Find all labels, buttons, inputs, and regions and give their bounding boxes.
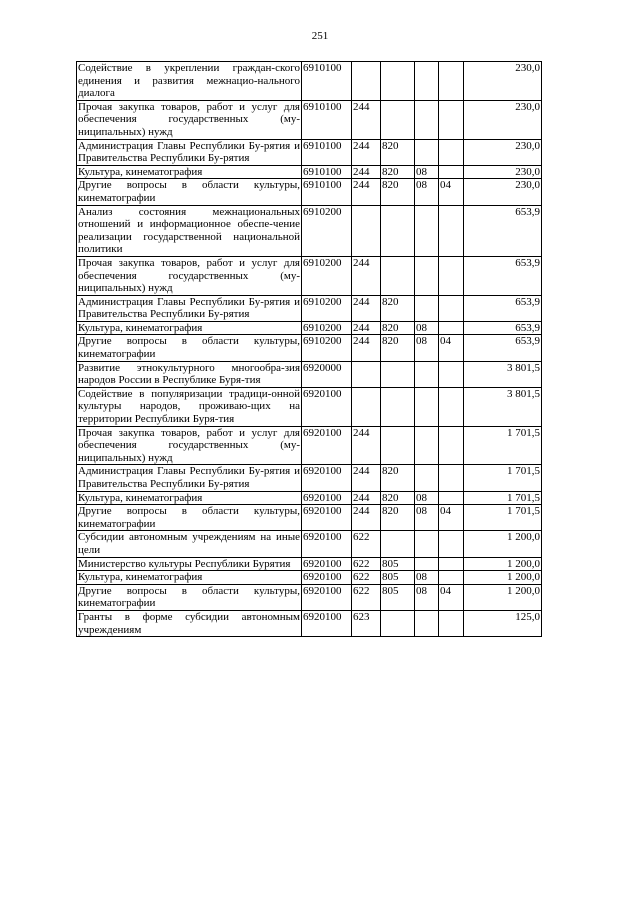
cell-amount: 1 701,5: [464, 426, 542, 465]
cell-subsection-code: [439, 531, 464, 557]
cell-expense-type-code: 244: [352, 426, 381, 465]
table-row: [77, 584, 542, 610]
table-row: [77, 426, 542, 465]
cell-expense-type-code: 244: [352, 295, 381, 321]
cell-amount: 230,0: [464, 179, 542, 205]
table-row: [77, 165, 542, 179]
cell-section-code: 08: [415, 321, 439, 335]
cell-subsection-code: [439, 139, 464, 165]
cell-subsection-code: 04: [439, 335, 464, 361]
cell-subsection-code: [439, 610, 464, 636]
cell-expense-type-code: 244: [352, 165, 381, 179]
cell-target-article-code: 6920100: [302, 465, 352, 491]
cell-expense-type-code: 244: [352, 179, 381, 205]
cell-subsection-code: [439, 256, 464, 295]
cell-expense-type-code: 244: [352, 465, 381, 491]
cell-amount: 230,0: [464, 165, 542, 179]
cell-amount: 230,0: [464, 100, 542, 139]
table-row: [77, 205, 542, 256]
cell-target-article-code: 6910100: [302, 139, 352, 165]
cell-budget-manager-code: 820: [381, 179, 415, 205]
table-row: [77, 610, 542, 636]
cell-target-article-code: 6920100: [302, 426, 352, 465]
cell-subsection-code: [439, 426, 464, 465]
cell-subsection-code: 04: [439, 584, 464, 610]
cell-expense-type-code: 622: [352, 584, 381, 610]
page-number: 251: [311, 30, 329, 42]
cell-section-code: [415, 205, 439, 256]
cell-target-article-code: 6910200: [302, 205, 352, 256]
cell-section-code: [415, 100, 439, 139]
cell-budget-manager-code: [381, 387, 415, 426]
cell-budget-manager-code: [381, 610, 415, 636]
cell-expense-type-code: 623: [352, 610, 381, 636]
cell-target-article-code: 6910200: [302, 321, 352, 335]
table-row: [77, 256, 542, 295]
cell-subsection-code: [439, 100, 464, 139]
cell-amount: 1 701,5: [464, 505, 542, 531]
cell-expense-type-code: 622: [352, 557, 381, 571]
cell-target-article-code: 6910200: [302, 335, 352, 361]
cell-section-code: [415, 557, 439, 571]
cell-row-name: Анализ состояния межнациональных отношений и информационное обеспе-чение реализации государственной национальной политики: [78, 205, 300, 256]
cell-amount: 230,0: [464, 62, 542, 101]
cell-section-code: 08: [415, 571, 439, 585]
cell-row-name: Другие вопросы в области культуры, кинематографии: [78, 584, 300, 610]
table-row: [77, 571, 542, 585]
cell-amount: 1 701,5: [464, 465, 542, 491]
cell-row-name: Прочая закупка товаров, работ и услуг для обеспечения государственных (му-ниципальных) нужд: [78, 256, 300, 295]
cell-section-code: 08: [415, 165, 439, 179]
cell-amount: 1 701,5: [464, 491, 542, 505]
cell-target-article-code: 6910200: [302, 256, 352, 295]
cell-budget-manager-code: 820: [381, 321, 415, 335]
cell-row-name: Администрация Главы Республики Бу-рятия и Правительства Республики Бу-рятия: [78, 295, 300, 321]
budget-table: [76, 61, 542, 637]
cell-budget-manager-code: 820: [381, 335, 415, 361]
cell-section-code: [415, 295, 439, 321]
cell-section-code: [415, 361, 439, 387]
cell-amount: 653,9: [464, 335, 542, 361]
cell-expense-type-code: 622: [352, 531, 381, 557]
table-row: [77, 387, 542, 426]
cell-expense-type-code: 244: [352, 100, 381, 139]
cell-section-code: [415, 139, 439, 165]
table-row: [77, 557, 542, 571]
cell-row-name: Развитие этнокультурного многообра-зия народов России в Республике Буря-тия: [78, 361, 300, 387]
cell-budget-manager-code: [381, 361, 415, 387]
cell-section-code: [415, 256, 439, 295]
cell-row-name: Культура, кинематография: [77, 571, 302, 585]
cell-subsection-code: [439, 387, 464, 426]
cell-expense-type-code: 244: [352, 505, 381, 531]
cell-section-code: 08: [415, 491, 439, 505]
table-row: [77, 62, 542, 101]
cell-target-article-code: 6920100: [302, 505, 352, 531]
cell-row-name: Прочая закупка товаров, работ и услуг для обеспечения государственных (му-ниципальных) нужд: [78, 100, 300, 138]
table-row: [77, 491, 542, 505]
cell-amount: 1 200,0: [464, 584, 542, 610]
cell-target-article-code: 6920100: [302, 491, 352, 505]
cell-subsection-code: [439, 361, 464, 387]
cell-amount: 3 801,5: [464, 387, 542, 426]
budget-table-body: [77, 62, 542, 637]
cell-expense-type-code: 244: [352, 335, 381, 361]
cell-row-name: Другие вопросы в области культуры, кинематографии: [78, 505, 300, 530]
cell-expense-type-code: 244: [352, 139, 381, 165]
cell-section-code: [415, 610, 439, 636]
cell-amount: 1 200,0: [464, 531, 542, 557]
cell-budget-manager-code: 820: [381, 465, 415, 491]
cell-section-code: 08: [415, 179, 439, 205]
cell-section-code: [415, 62, 439, 101]
cell-expense-type-code: [352, 205, 381, 256]
table-row: [77, 100, 542, 139]
cell-subsection-code: [439, 205, 464, 256]
cell-target-article-code: 6920100: [302, 531, 352, 557]
cell-row-name: Администрация Главы Республики Бу-рятия и Правительства Республики Бу-рятия: [78, 139, 300, 165]
cell-row-name: Содействие в укреплении граждан-ского единения и развития межнацио-нального диалога: [78, 62, 300, 100]
cell-amount: 653,9: [464, 256, 542, 295]
table-row: [77, 531, 542, 557]
table-row: [77, 361, 542, 387]
cell-budget-manager-code: [381, 205, 415, 256]
cell-subsection-code: 04: [439, 179, 464, 205]
cell-section-code: 08: [415, 584, 439, 610]
cell-expense-type-code: [352, 387, 381, 426]
cell-target-article-code: 6910100: [302, 179, 352, 205]
cell-amount: 230,0: [464, 139, 542, 165]
cell-row-name: Прочая закупка товаров, работ и услуг для обеспечения государственных (му-ниципальных) нужд: [78, 426, 300, 464]
cell-subsection-code: [439, 465, 464, 491]
cell-target-article-code: 6920100: [302, 557, 352, 571]
cell-target-article-code: 6910100: [302, 62, 352, 101]
cell-budget-manager-code: 820: [381, 165, 415, 179]
cell-row-name: Субсидии автономным учреждениям на иные цели: [78, 531, 300, 556]
cell-expense-type-code: 244: [352, 256, 381, 295]
cell-budget-manager-code: 820: [381, 505, 415, 531]
cell-row-name: Министерство культуры Республики Бурятия: [77, 557, 302, 571]
cell-amount: 653,9: [464, 205, 542, 256]
cell-row-name: Культура, кинематография: [77, 321, 302, 335]
table-row: [77, 465, 542, 491]
cell-target-article-code: 6910200: [302, 295, 352, 321]
cell-row-name: Другие вопросы в области культуры, кинематографии: [78, 335, 300, 361]
cell-budget-manager-code: [381, 426, 415, 465]
cell-section-code: 08: [415, 505, 439, 531]
cell-subsection-code: [439, 295, 464, 321]
cell-expense-type-code: 244: [352, 321, 381, 335]
cell-amount: 653,9: [464, 321, 542, 335]
cell-target-article-code: 6910100: [302, 165, 352, 179]
cell-budget-manager-code: 805: [381, 557, 415, 571]
cell-section-code: 08: [415, 335, 439, 361]
cell-amount: 653,9: [464, 295, 542, 321]
cell-row-name: Гранты в форме субсидии автономным учреждениям: [78, 610, 300, 636]
cell-target-article-code: 6920100: [302, 584, 352, 610]
cell-subsection-code: [439, 321, 464, 335]
cell-section-code: [415, 465, 439, 491]
cell-budget-manager-code: 805: [381, 571, 415, 585]
cell-target-article-code: 6920000: [302, 361, 352, 387]
cell-row-name: Культура, кинематография: [77, 491, 302, 505]
cell-target-article-code: 6920100: [302, 571, 352, 585]
cell-budget-manager-code: 820: [381, 295, 415, 321]
cell-row-name: Содействие в популяризации традици-онной культуры народов, проживаю-щих на территории Республики Буря-тия: [78, 387, 300, 426]
cell-subsection-code: 04: [439, 505, 464, 531]
table-row: [77, 321, 542, 335]
cell-section-code: [415, 531, 439, 557]
cell-target-article-code: 6910100: [302, 100, 352, 139]
cell-budget-manager-code: [381, 256, 415, 295]
cell-budget-manager-code: 820: [381, 139, 415, 165]
cell-row-name: Другие вопросы в области культуры, кинематографии: [78, 179, 300, 204]
cell-amount: 1 200,0: [464, 557, 542, 571]
cell-amount: 125,0: [464, 610, 542, 636]
cell-row-name: Культура, кинематография: [77, 165, 302, 179]
cell-section-code: [415, 387, 439, 426]
cell-subsection-code: [439, 557, 464, 571]
cell-amount: 1 200,0: [464, 571, 542, 585]
cell-expense-type-code: [352, 361, 381, 387]
cell-budget-manager-code: 805: [381, 584, 415, 610]
cell-section-code: [415, 426, 439, 465]
cell-budget-manager-code: [381, 62, 415, 101]
table-row: [77, 505, 542, 531]
table-row: [77, 139, 542, 165]
cell-target-article-code: 6920100: [302, 387, 352, 426]
cell-budget-manager-code: 820: [381, 491, 415, 505]
cell-expense-type-code: [352, 62, 381, 101]
cell-expense-type-code: 244: [352, 491, 381, 505]
cell-budget-manager-code: [381, 100, 415, 139]
cell-target-article-code: 6920100: [302, 610, 352, 636]
table-row: [77, 295, 542, 321]
table-row: [77, 335, 542, 361]
cell-subsection-code: [439, 491, 464, 505]
cell-expense-type-code: 622: [352, 571, 381, 585]
cell-row-name: Администрация Главы Республики Бу-рятия и Правительства Республики Бу-рятия: [78, 465, 300, 490]
cell-amount: 3 801,5: [464, 361, 542, 387]
cell-subsection-code: [439, 62, 464, 101]
cell-budget-manager-code: [381, 531, 415, 557]
cell-subsection-code: [439, 571, 464, 585]
cell-subsection-code: [439, 165, 464, 179]
table-row: [77, 179, 542, 205]
